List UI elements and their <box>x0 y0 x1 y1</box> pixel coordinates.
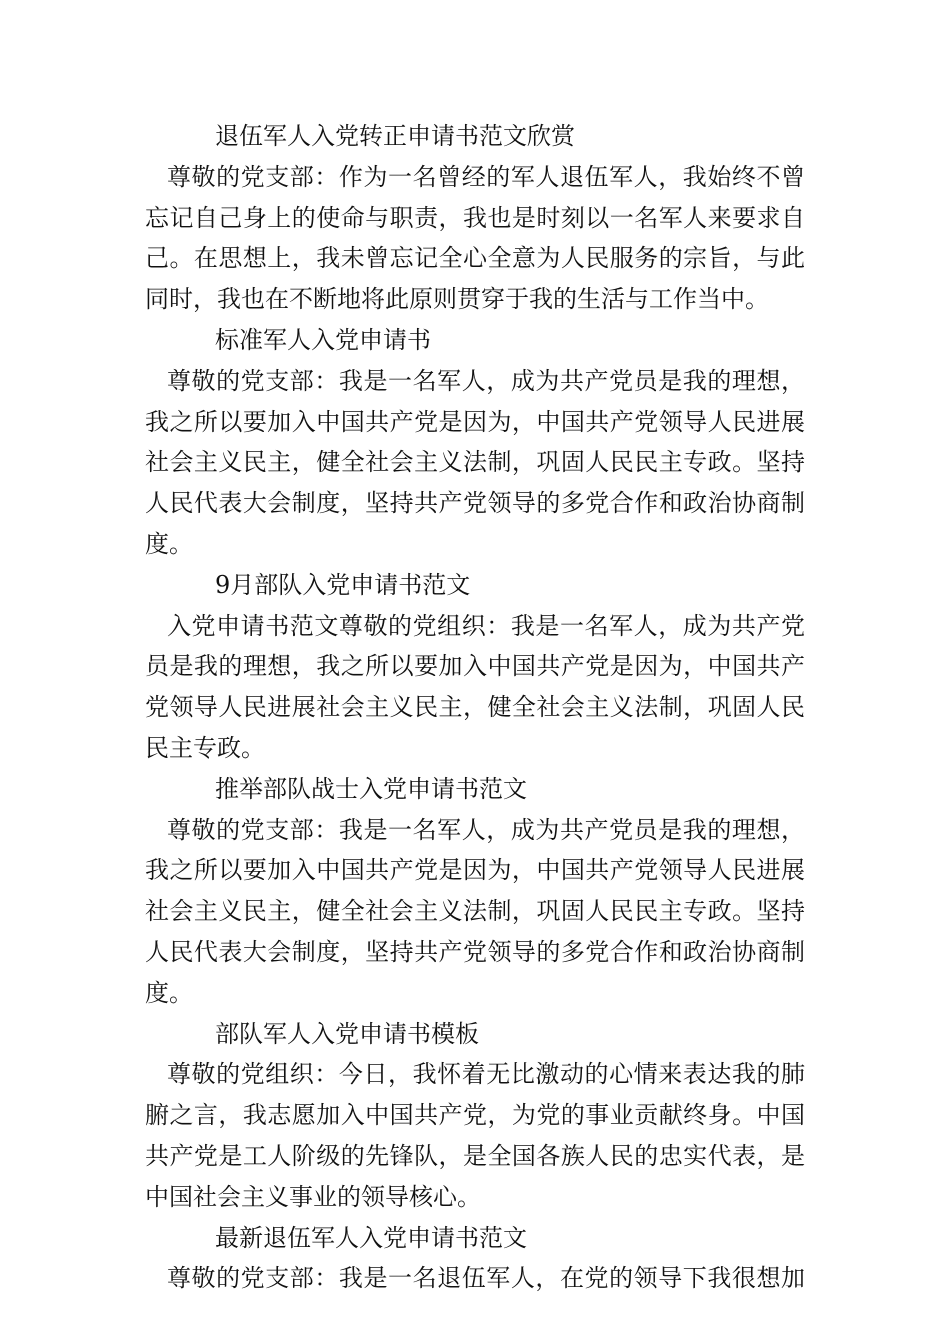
paragraph-line: 中国社会主义事业的领导核心。 <box>145 1182 481 1211</box>
section-heading: 标准军人入党申请书 <box>215 325 431 354</box>
paragraph-line: 度。 <box>145 978 193 1007</box>
paragraph-line: 党领导人民进展社会主义民主，健全社会主义法制，巩固人民 <box>145 693 805 722</box>
paragraph-line: 同时，我也在不断地将此原则贯穿于我的生活与工作当中。 <box>145 285 769 314</box>
paragraph-line: 忘记自己身上的使命与职责，我也是时刻以一名军人来要求自 <box>145 203 805 232</box>
section-heading: 推举部队战士入党申请书范文 <box>215 774 527 803</box>
paragraph-line: 人民代表大会制度，坚持共产党领导的多党合作和政治协商制 <box>145 937 805 966</box>
paragraph-line: 腑之言，我志愿加入中国共产党，为党的事业贡献终身。中国 <box>145 1101 805 1130</box>
paragraph-line: 入党申请书范文尊敬的党组织：我是一名军人，成为共产党 <box>167 611 805 640</box>
paragraph-line: 尊敬的党支部：我是一名退伍军人，在党的领导下我很想加 <box>167 1264 805 1293</box>
section-heading: 部队军人入党申请书模板 <box>215 1019 479 1048</box>
paragraph-line: 己。在思想上，我未曾忘记全心全意为人民服务的宗旨，与此 <box>145 244 805 273</box>
paragraph-line: 尊敬的党组织：今日，我怀着无比激动的心情来表达我的肺 <box>167 1060 805 1089</box>
paragraph-line: 民主专政。 <box>145 733 265 762</box>
paragraph-line: 员是我的理想，我之所以要加入中国共产党是因为，中国共产 <box>145 652 805 681</box>
paragraph-line: 社会主义民主，健全社会主义法制，巩固人民民主专政。坚持 <box>145 448 805 477</box>
paragraph-line: 尊敬的党支部：我是一名军人，成为共产党员是我的理想， <box>167 815 805 844</box>
paragraph-line: 社会主义民主，健全社会主义法制，巩固人民民主专政。坚持 <box>145 897 805 926</box>
section-heading: 最新退伍军人入党申请书范文 <box>215 1223 527 1252</box>
paragraph-line: 我之所以要加入中国共产党是因为，中国共产党领导人民进展 <box>145 407 805 436</box>
section-heading: 9月部队入党申请书范文 <box>215 570 471 599</box>
paragraph-line: 我之所以要加入中国共产党是因为，中国共产党领导人民进展 <box>145 856 805 885</box>
document-body <box>145 116 805 1299</box>
paragraph-line: 人民代表大会制度，坚持共产党领导的多党合作和政治协商制 <box>145 489 805 518</box>
paragraph-line: 尊敬的党支部：我是一名军人，成为共产党员是我的理想， <box>167 366 805 395</box>
paragraph-line: 共产党是工人阶级的先锋队，是全国各族人民的忠实代表，是 <box>145 1141 805 1170</box>
paragraph-line: 尊敬的党支部：作为一名曾经的军人退伍军人，我始终不曾 <box>167 162 805 191</box>
paragraph-line: 度。 <box>145 529 193 558</box>
section-heading: 退伍军人入党转正申请书范文欣赏 <box>215 122 575 150</box>
